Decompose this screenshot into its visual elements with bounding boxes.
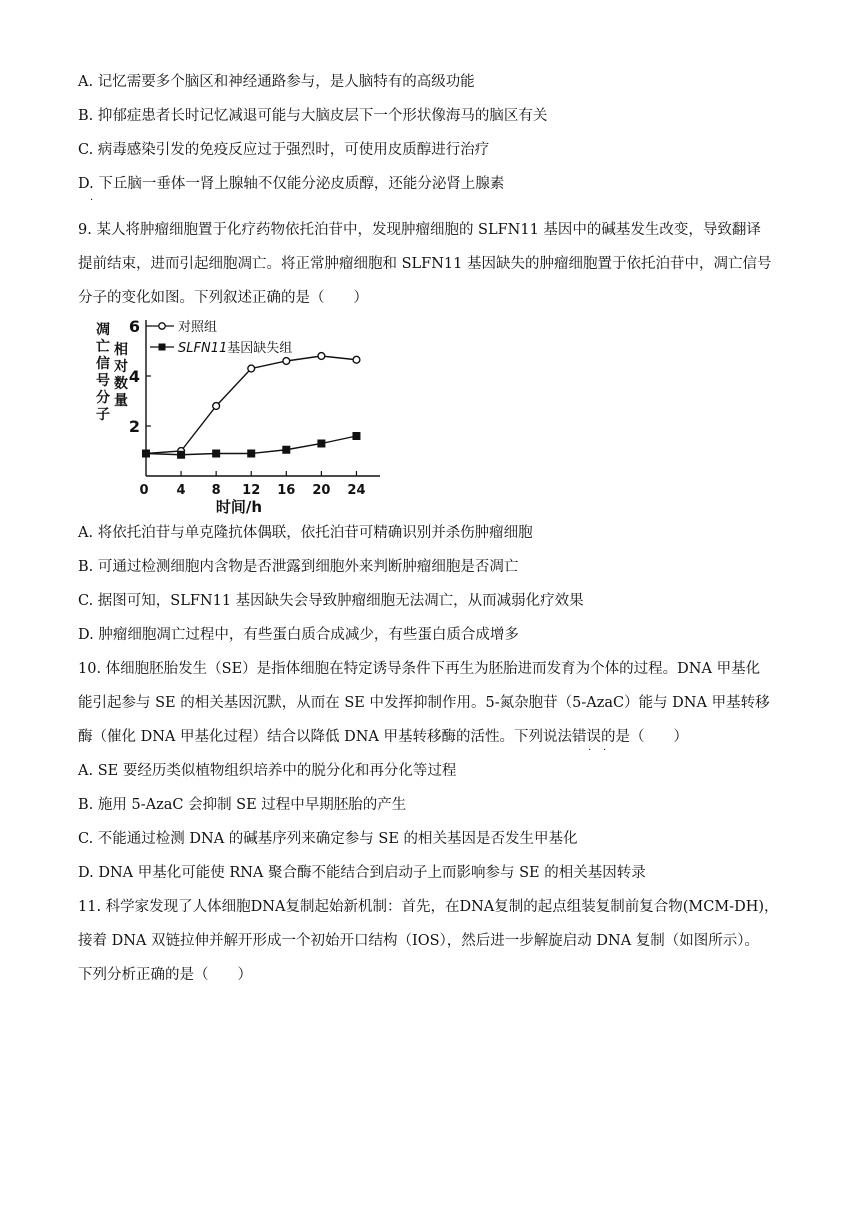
y-axis-label-char: 相: [114, 342, 128, 358]
y-axis-label-char: 凋: [96, 322, 110, 338]
q8-option-d: D. 下丘脑一垂体一肾上腺轴不仅能分泌皮质醇，还能分泌肾上腺素: [78, 176, 505, 192]
q8-option-b: B. 抑郁症患者长时记忆减退可能与大脑皮层下一个形状像海马的脑区有关: [78, 108, 548, 124]
data-point-knockout: [317, 440, 325, 448]
x-tick-label: 4: [176, 483, 186, 498]
q10-option-b: B. 施用 5-AzaC 会抑制 SE 过程中早期胚胎的产生: [78, 797, 407, 813]
data-point-control: [318, 353, 325, 360]
y-axis-label-char: 信: [96, 356, 110, 372]
data-point-knockout: [177, 451, 185, 459]
q11-stem-line-1: 11. 科学家发现了人体细胞DNA复制起始新机制：首先，在DNA复制的起点组装复制前复合物(MCM-DH)，: [78, 899, 779, 915]
x-tick-label: 20: [312, 483, 331, 498]
legend-marker-control: [159, 323, 165, 329]
y-axis-label-char: 号: [96, 373, 110, 389]
y-axis-label-char: 量: [114, 393, 128, 409]
q10-option-c: C. 不能通过检测 DNA 的碱基序列来确定参与 SE 的相关基因是否发生甲基化: [78, 831, 578, 847]
q10-option-d: D. DNA 甲基化可能使 RNA 聚合酶不能结合到启动子上而影响参与 SE 的相关基因转录: [78, 865, 646, 881]
y-tick-label: 4: [128, 367, 140, 386]
legend-marker-knockout: [159, 344, 166, 351]
data-point-control: [283, 358, 290, 365]
data-point-knockout: [282, 446, 290, 454]
emphasis-dot: ·: [588, 745, 592, 756]
legend-label-knockout-gene: SLFN11: [178, 341, 228, 356]
q11-stem-line-2: 接着 DNA 双链拉伸并解开形成一个初始开口结构（IOS），然后进一步解旋启动 DNA 复制（如图所示）。: [78, 933, 760, 949]
x-tick-label: 8: [211, 483, 221, 498]
x-tick-label: 24: [347, 483, 366, 498]
y-axis-label: [96, 322, 128, 423]
q10-stem-line-2: 能引起参与 SE 的相关基因沉默，从而在 SE 中发挥抑制作用。5-氮杂胞苷（5-AzaC）能与 DNA 甲基转移: [78, 695, 770, 711]
chart-legend: [150, 319, 292, 356]
data-point-knockout: [247, 450, 255, 458]
data-point-control: [353, 356, 360, 363]
q9-stem-line-2: 提前结束，进而引起细胞凋亡。将正常肿瘤细胞和 SLFN11 基因缺失的肿瘤细胞置于依托泊苷中，凋亡信号: [78, 256, 772, 272]
q9-option-c: C. 据图可知，SLFN11 基因缺失会导致肿瘤细胞无法凋亡，从而减弱化疗效果: [78, 593, 584, 609]
q8-option-a: A. 记忆需要多个脑区和神经通路参与，是人脑特有的高级功能: [78, 74, 475, 90]
y-axis-label-char: 子: [96, 407, 110, 423]
legend-label-knockout: [178, 340, 292, 356]
data-point-control: [248, 365, 255, 372]
y-tick-label: 2: [128, 417, 140, 436]
legend-label-knockout-suffix: 基因缺失组: [227, 341, 293, 356]
x-ticks: [139, 471, 365, 498]
y-axis-label-char: 亡: [96, 339, 110, 355]
y-axis-label-char: 对: [114, 359, 128, 375]
emphasis-dot: ·: [603, 745, 607, 756]
data-point-knockout: [212, 450, 220, 458]
y-ticks: [129, 317, 151, 436]
legend-label-control: 对照组: [178, 320, 218, 335]
q9-stem-line-3: 分子的变化如图。下列叙述正确的是（ ）: [78, 290, 368, 306]
y-axis-label-char: 数: [114, 376, 128, 392]
apoptosis-line-chart: [84, 316, 384, 516]
emphasis-dot: ·: [90, 195, 94, 206]
data-point-control: [213, 403, 220, 410]
x-tick-label: 12: [242, 483, 261, 498]
q10-option-a: A. SE 要经历类似植物组织培养中的脱分化和再分化等过程: [78, 763, 457, 779]
q9-option-b: B. 可通过检测细胞内含物是否泄露到细胞外来判断肿瘤细胞是否凋亡: [78, 559, 519, 575]
data-point-knockout: [142, 450, 150, 458]
x-tick-label: 0: [139, 483, 149, 498]
y-axis-label-char: 分: [96, 390, 110, 406]
q9-option-d: D. 肿瘤细胞凋亡过程中，有些蛋白质合成减少，有些蛋白质合成增多: [78, 627, 519, 643]
x-tick-label: 16: [277, 483, 296, 498]
data-point-knockout: [352, 432, 360, 440]
y-tick-label: 6: [128, 317, 140, 336]
q8-option-c: C. 病毒感染引发的免疫反应过于强烈时，可使用皮质醇进行治疗: [78, 142, 490, 158]
q9-option-a: A. 将依托泊苷与单克隆抗体偶联，依托泊苷可精确识别并杀伤肿瘤细胞: [78, 525, 533, 541]
q10-stem-line-3: 酶（催化 DNA 甲基化过程）结合以降低 DNA 甲基转移酶的活性。下列说法错误的是（ ）: [78, 729, 689, 745]
q9-stem-line-1: 9. 某人将肿瘤细胞置于化疗药物依托泊苷中，发现肿瘤细胞的 SLFN11 基因中的碱基发生改变，导致翻译: [78, 222, 761, 238]
q11-stem-line-3: 下列分析正确的是（ ）: [78, 967, 252, 983]
q10-stem-line-1: 10. 体细胞胚胎发生（SE）是指体细胞在特定诱导条件下再生为胚胎进而发育为个体的过程。DNA 甲基化: [78, 661, 761, 677]
x-axis-label: 时间/h: [215, 498, 263, 516]
